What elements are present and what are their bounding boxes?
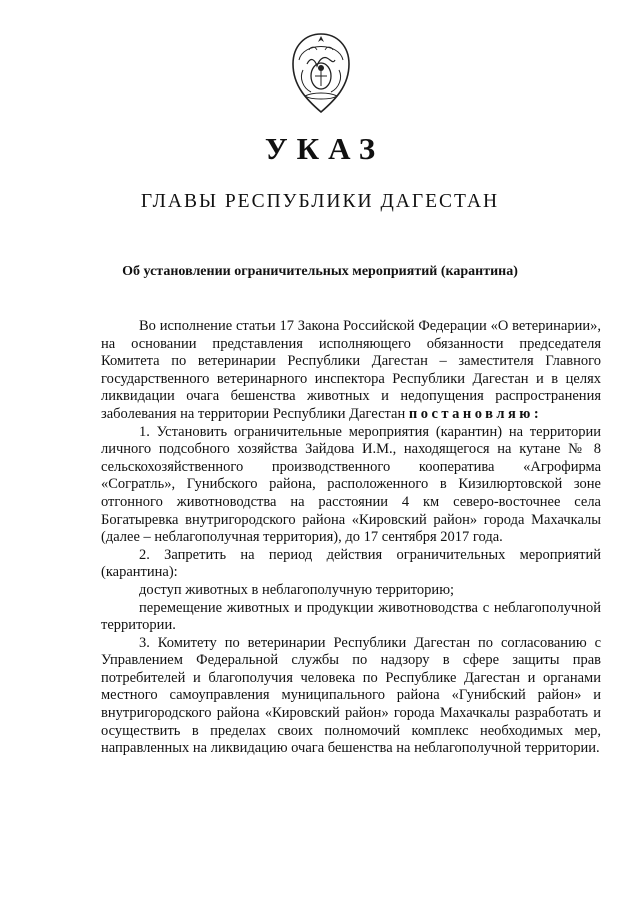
clause-2-item-1: доступ животных в неблагополучную территорию; (139, 581, 455, 598)
clause-1: 1. Установить ограничительные мероприятия (карантин) на территории личного подсобного хозяйства Зайдова И.М., находящегося на кутане № 8 сельскохозяйственного производственного кооператива «Агрофирма «Согратль», Гунибского района, расположенного в Кизилюртовской зоне отгонного животноводства на расстоянии 4 км северо-восточнее села Богатыревка внутригородского района «Кировский район» города Махачкалы (далее – неблагополучная территория), до 17 сентября 2017 года. (101, 423, 601, 546)
preamble-paragraph (101, 318, 601, 424)
clause-2: 2. Запретить на период действия ограничительных мероприятий (карантина): (101, 546, 601, 581)
document-subject: Об установлении ограничительных мероприятий (карантина) (122, 264, 518, 279)
clause-3: 3. Комитету по ветеринарии Республики Дагестан по согласованию с Управлением Федеральной службы по надзору в сфере защиты прав потребителей и благополучия человека по Республике Дагестан и органами местного самоуправления муниципального района «Гунибский район» и внутригородского района «Кировский район» города Махачкалы разработать и осуществить в пределах своих полномочий комплекс необходимых мер, направленных на ликвидацию очага бешенства на неблагополучной территории. (101, 634, 601, 757)
coat-of-arms-icon (285, 30, 357, 116)
document-type-title: УКАЗ (264, 131, 385, 166)
clause-2-item-2: перемещение животных и продукции животноводства с неблагополучной территории. (101, 599, 601, 634)
preamble-text: Во исполнение статьи 17 Закона Российской Федерации «О ветеринарии», на основании представления исполняющего обязанности председателя Комитета по ветеринарии Республики Дагестан – заместителя Главного государственного ветеринарного инспектора Республики Дагестан и в целях ликвидации очага бешенства животных и недопущения распространения заболевания на территории Республики Дагестан (101, 318, 601, 422)
resolution-keyword: постановляю: (408, 405, 543, 422)
issuer-title: ГЛАВЫ РЕСПУБЛИКИ ДАГЕСТАН (140, 191, 500, 212)
document-body (101, 318, 601, 758)
emblem (285, 30, 357, 116)
